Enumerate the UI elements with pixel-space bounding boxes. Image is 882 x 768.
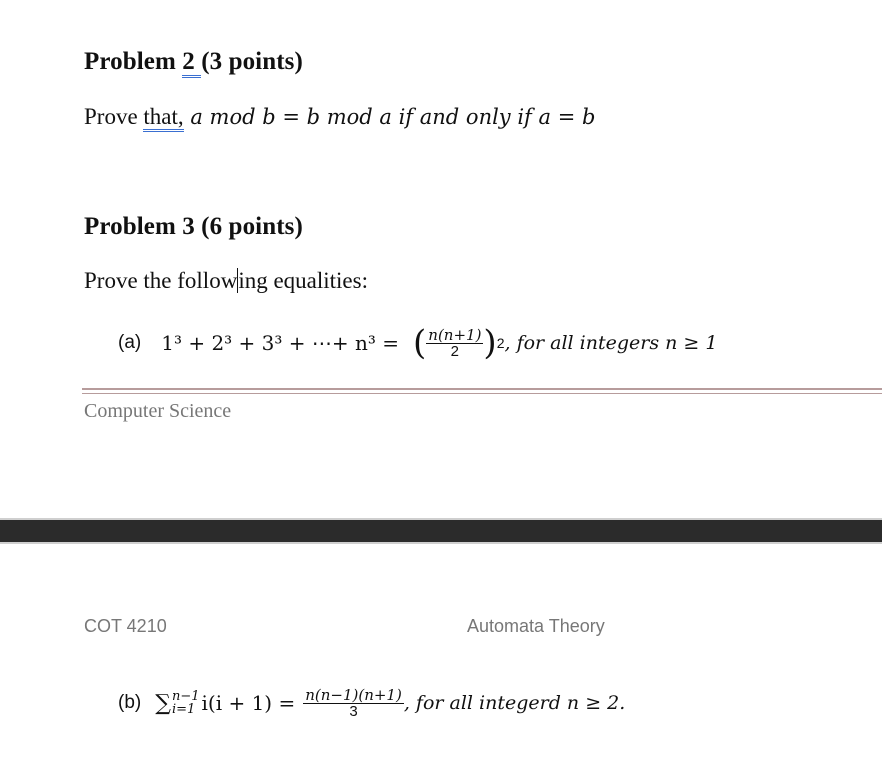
part-a-power: 2 (496, 335, 505, 351)
problem-2-heading (84, 48, 303, 76)
part-a-equation (118, 318, 717, 368)
problem-3-heading: Problem 3 (6 points) (84, 213, 303, 240)
summation-lower: i=1 (171, 702, 196, 717)
right-paren: ) (483, 323, 497, 363)
prove-word: Prove (84, 104, 144, 129)
that-word: that, (143, 104, 183, 132)
part-a-fraction (426, 325, 483, 360)
part-a-denominator: 2 (450, 342, 460, 360)
part-a-lhs: 1³ + 2³ + 3³ + ⋯+ n³ = (161, 331, 400, 355)
part-a-numerator: n(n+1) (428, 325, 482, 344)
course-title: Automata Theory (467, 616, 605, 636)
problem-2-math: a mod b = b mod a if and only if a = b (183, 105, 596, 129)
summation-limits (172, 690, 200, 716)
left-paren: ( (413, 323, 427, 363)
part-b-fraction (303, 685, 404, 720)
footer-rule-bottom (82, 393, 882, 394)
problem-2-heading-prefix: Problem (84, 48, 183, 75)
part-b-equation (118, 680, 625, 726)
part-b-numerator: n(n−1)(n+1) (305, 685, 402, 704)
problem-2-points: (3 points) (201, 48, 303, 75)
part-b-denominator: 3 (349, 702, 358, 720)
part-b-term: i(i + 1) = (201, 691, 296, 715)
part-b-tail: , for all integerd n ≥ 2. (403, 692, 626, 714)
course-code: COT 4210 (84, 616, 167, 636)
part-a-tail: , for all integers n ≥ 1 (504, 332, 718, 354)
intro-part-1: Prove the follow (84, 268, 238, 293)
problem-2-number: 2 (182, 48, 201, 78)
part-b-label: (b) (118, 692, 142, 713)
page-break-bar (0, 518, 882, 544)
footer-rule-top (82, 388, 882, 390)
summation-upper: n−1 (171, 689, 200, 704)
problem-3-intro (84, 268, 368, 294)
summation-symbol: ∑ (155, 690, 171, 716)
department-label: Computer Science (84, 400, 232, 422)
intro-part-2: ing equalities: (238, 268, 368, 293)
problem-2-statement (84, 104, 595, 130)
part-a-label: (a) (118, 332, 142, 353)
